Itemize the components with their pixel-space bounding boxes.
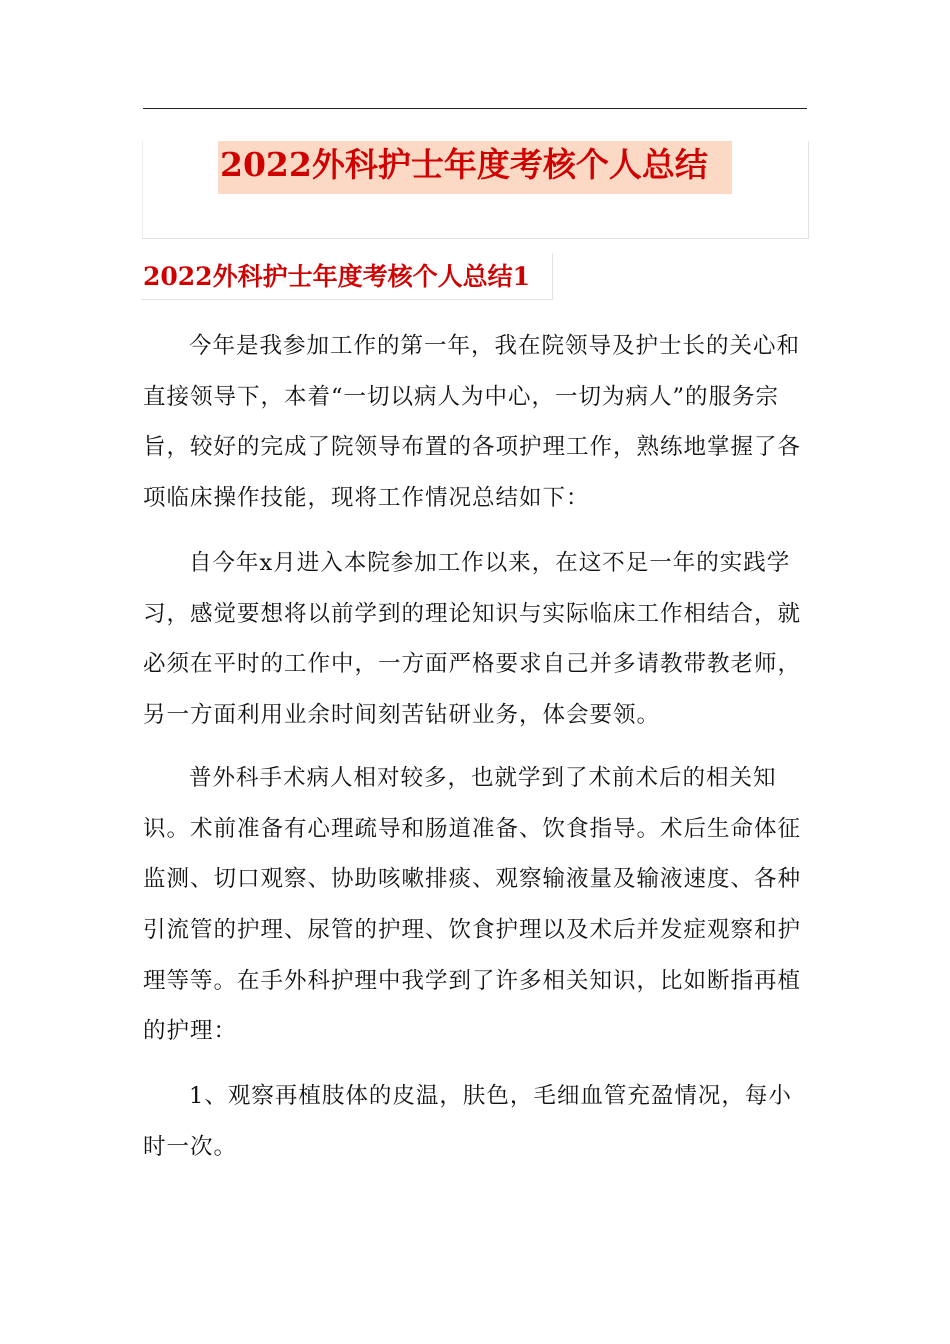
paragraph-line: 普外科手术病人相对较多，也就学到了术前术后的相关知 xyxy=(189,765,777,791)
paragraph-line: 今年是我参加工作的第一年，我在院领导及护士长的关心和 xyxy=(189,333,801,359)
top-rule xyxy=(143,108,807,109)
paragraph-line: 直接领导下，本着“一切以病人为中心，一切为病人”的服务宗 xyxy=(143,383,780,410)
paragraph-line: 的护理： xyxy=(143,1018,238,1045)
paragraph-line: 习，感觉要想将以前学到的理论知识与实际临床工作相结合，就 xyxy=(143,600,802,627)
paragraph-line: 1、观察再植肢体的皮温，肤色，毛细血管充盈情况，每小 xyxy=(189,1083,792,1109)
paragraph-line: 时一次。 xyxy=(143,1133,238,1160)
document-title: 2022外科护士年度考核个人总结 xyxy=(220,145,708,184)
paragraph-line: 引流管的护理、尿管的护理、饮食护理以及术后并发症观察和护 xyxy=(143,917,802,944)
paragraph-line: 监测、切口观察、协助咳嗽排痰、观察输液量及输液速度、各种 xyxy=(143,866,802,893)
section-heading: 2022外科护士年度考核个人总结1 xyxy=(143,262,530,291)
paragraph-3 xyxy=(143,753,818,1057)
paragraph-line: 项临床操作技能，现将工作情况总结如下： xyxy=(143,485,590,512)
paragraph-line: 另一方面利用业余时间刻苦钻研业务，体会要领。 xyxy=(143,702,661,729)
paragraph-line: 识。术前准备有心理疏导和肠道准备、饮食指导。术后生命体征 xyxy=(143,815,802,842)
paragraph-4 xyxy=(143,1071,818,1172)
paragraph-line: 旨，较好的完成了院领导布置的各项护理工作，熟练地掌握了各 xyxy=(143,434,802,461)
paragraph-line: 自今年x月进入本院参加工作以来，在这不足一年的实践学 xyxy=(189,550,791,576)
paragraph-2 xyxy=(143,538,818,741)
paragraph-line: 必须在平时的工作中，一方面严格要求自己并多请教带教老师， xyxy=(143,651,802,678)
paragraph-1 xyxy=(143,321,818,524)
paragraph-line: 理等等。在手外科护理中我学到了许多相关知识，比如断指再植 xyxy=(143,967,802,994)
